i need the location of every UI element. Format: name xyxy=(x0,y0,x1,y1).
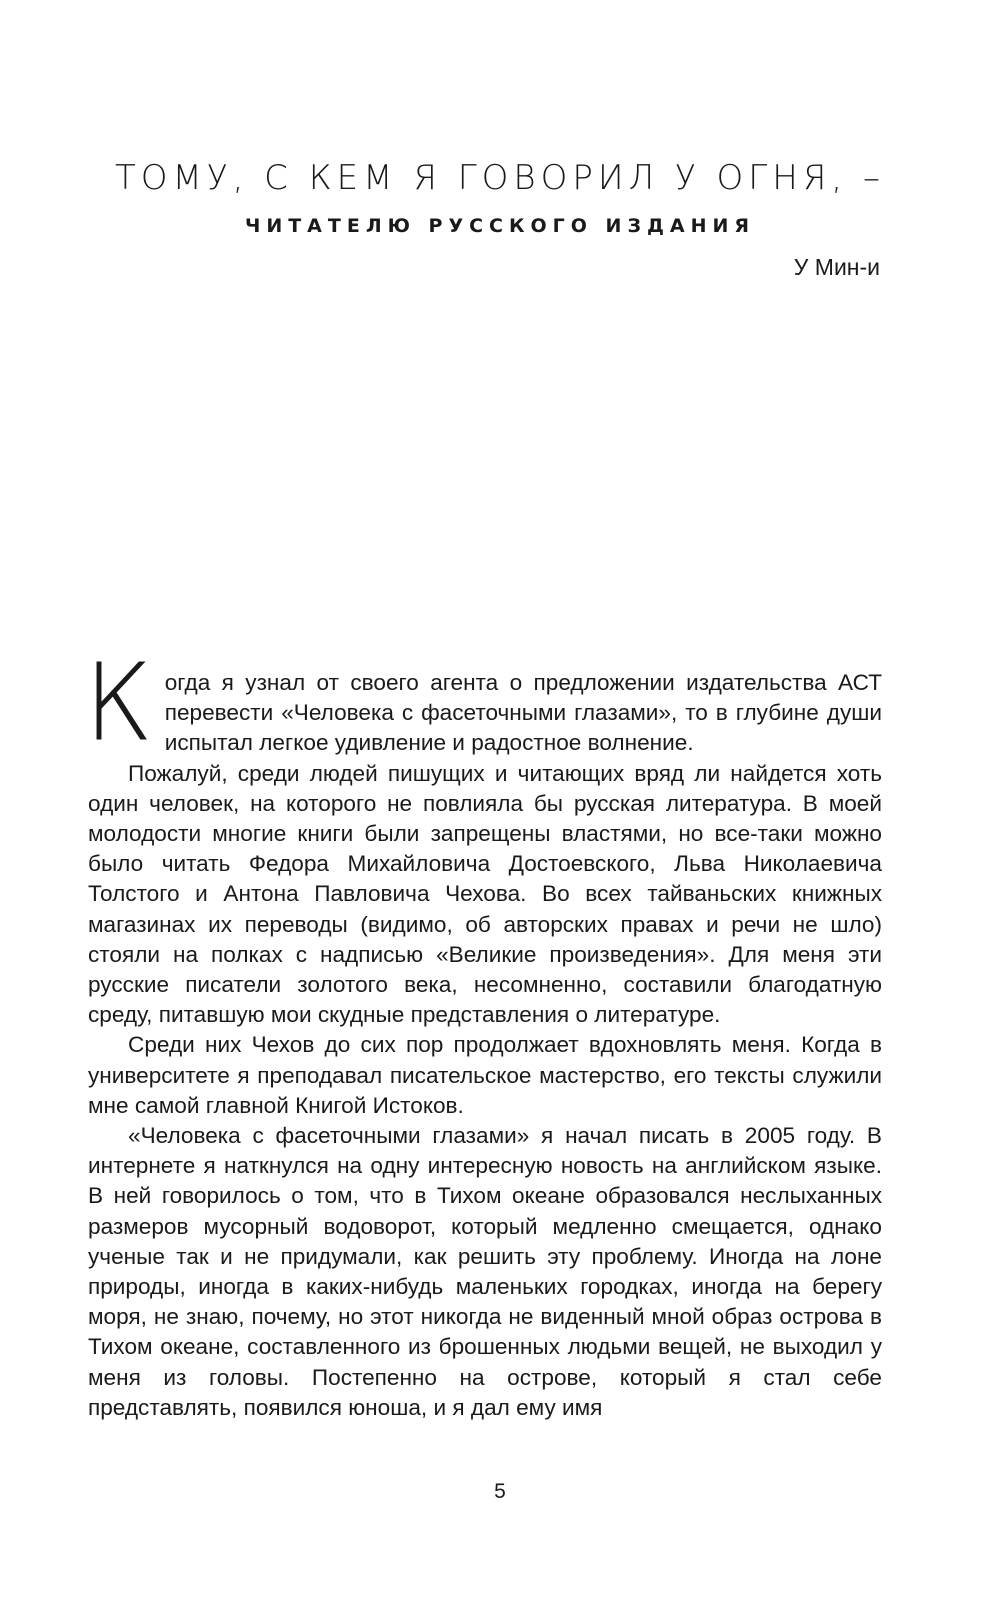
dedication-title: ТОМУ, С КЕМ Я ГОВОРИЛ У ОГНЯ, – xyxy=(114,158,886,198)
page-number: 5 xyxy=(494,1480,506,1503)
paragraph: Пожалуй, среди людей пишущих и читающих вряд ли найдется хоть один человек, на которого не повлияла бы русская литература. В моей молодости многие книги были запрещены властями, но все-таки можно было читать Федора Михайловича Достоевского, Льва Николаевича Толстого и Антона Павловича Чехова. Во всех тайваньских книжных магазинах их переводы (видимо, об авторских правах и речи не шло) стояли на полках с надписью «Великие произведения». Для меня эти русские писатели золотого века, несомненно, составили благодатную среду, питавшую мои скудные представления о литературе. xyxy=(88,760,882,1028)
drop-cap: К xyxy=(84,640,153,766)
dedication-subtitle: ЧИТАТЕЛЮ РУССКОГО ИЗДАНИЯ xyxy=(244,215,756,237)
paragraph: «Человека с фасеточными глазами» я начал писать в 2005 году. В интернете я наткнулся на одну интересную новость на английском языке. В ней говорилось о том, что в Тихом океане образовался неслыханных размеров мусорный водоворот, который медленно смещается, однако ученые так и не придумали, как решить эту проблему. Иногда на лоне природы, иногда в каких-нибудь маленьких городках, иногда на берегу моря, не знаю, почему, но этот никогда не виденный мной образ острова в Тихом океане, составленного из брошенных людьми вещей, не выходил у меня из головы. Постепенно на острове, который я стал себе представлять, появился юноша, и я дал ему имя xyxy=(88,1123,882,1420)
body-text xyxy=(84,640,882,1423)
paragraph xyxy=(84,640,882,766)
author-name: У Мин-и xyxy=(793,254,880,280)
paragraph-text: огда я узнал от своего агента о предложении издательства АСТ перевести «Человека с фасеточными глазами», то в глубине души испытал легкое удивление и радостное волнение. xyxy=(164,670,882,756)
paragraph: Среди них Чехов до сих пор продолжает вдохновлять меня. Когда в университете я преподавал писательское мастерство, его тексты служили мне самой главной Книгой Истоков. xyxy=(88,1032,882,1118)
